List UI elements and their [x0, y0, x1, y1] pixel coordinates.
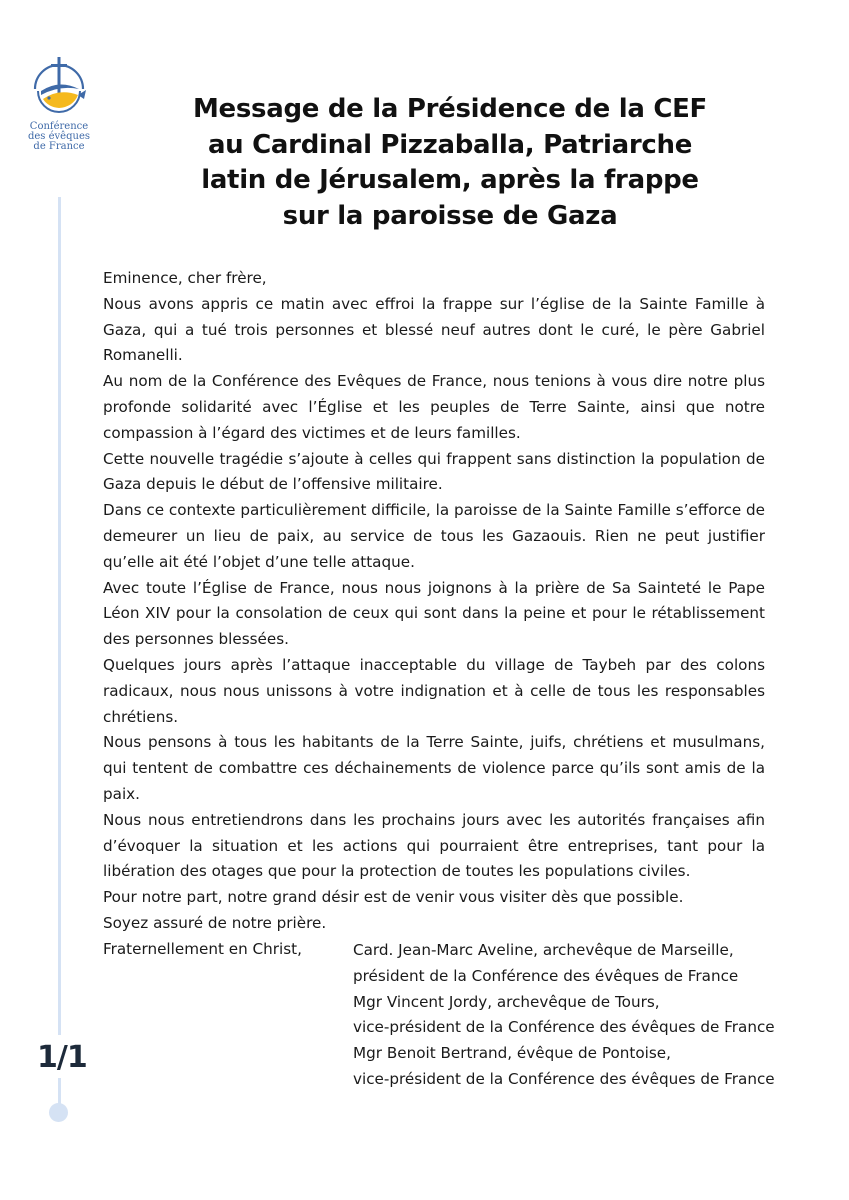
side-rail-line — [58, 197, 61, 1035]
letter-paragraph: Au nom de la Conférence des Evêques de France, nous tenions à vous dire notre plus profonde solidarité avec l’Église et les peuples de Terre Sainte, ainsi que notre compassion à l’égard des victimes et de leurs familles. — [103, 372, 765, 442]
title-line-1: Message de la Présidence de la CEF — [192, 94, 708, 124]
letter-paragraph: Avec toute l’Église de France, nous nous joignons à la prière de Sa Sainteté le Pape Léon XIV pour la consolation de ceux qui sont dans la peine et pour le rétablissement des personnes blessées. — [103, 578, 765, 649]
cef-cross-fish-icon — [29, 55, 89, 121]
letter-paragraph: Pour notre part, notre grand désir est de venir vous visiter dès que possible. — [103, 888, 684, 907]
letter-salutation: Eminence, cher frère, — [103, 269, 267, 287]
logo-wordmark — [22, 122, 96, 152]
letter-paragraph: Nous avons appris ce matin avec effroi la frappe sur l’église de la Sainte Famille à Gaza, qui a tué trois personnes et blessé neuf autres dont le curé, le père Gabriel Romanelli. — [103, 294, 765, 365]
letter-paragraph: Dans ce contexte particulièrement difficile, la paroisse de la Sainte Famille s’efforce de demeurer un lieu de paix, au service de tous les Gazaouis. Rien ne peut justifier qu’elle ait été l’objet d’une telle attaque. — [103, 501, 765, 571]
letter-paragraph: Cette nouvelle tragédie s’ajoute à celles qui frappent sans distinction la population de Gaza depuis le début de l’offensive militaire. — [103, 449, 765, 494]
signature-line: vice-président de la Conférence des évêques de France — [353, 1018, 775, 1037]
letter-body — [103, 266, 765, 963]
logo-line-3: de France — [33, 141, 85, 152]
title-line-2: au Cardinal Pizzaballa, Patriarche — [207, 129, 693, 160]
letter-paragraph: Nous nous entretiendrons dans les prochains jours avec les autorités françaises afin d’évoquer la situation et les actions qui pourraient être entreprises, tant pour la libération des otages que pour la protection de toutes les populations civiles. — [103, 810, 765, 881]
signature-block — [353, 938, 783, 1093]
side-rail-line-bottom — [58, 1078, 61, 1106]
signature-line: président de la Conférence des évêques de France — [353, 966, 739, 985]
title-line-3: latin de Jérusalem, après la frappe — [201, 165, 699, 195]
letter-closing: Fraternellement en Christ, — [103, 939, 302, 958]
cef-logo — [22, 55, 96, 165]
letter-paragraph: Nous pensons à tous les habitants de la Terre Sainte, juifs, chrétiens et musulmans, qui tentent de combattre ces déchainements de violence parce qu’ils sont amis de la paix. — [103, 733, 765, 803]
signature-line: Mgr Vincent Jordy, archevêque de Tours, — [353, 992, 660, 1011]
page-title — [150, 92, 750, 234]
signature-line: vice-président de la Conférence des évêques de France — [353, 1069, 775, 1088]
title-line-4: sur la paroisse de Gaza — [282, 200, 618, 231]
letter-paragraph: Soyez assuré de notre prière. — [103, 913, 327, 932]
side-rail-dot — [49, 1103, 68, 1122]
signature-line: Card. Jean-Marc Aveline, archevêque de Marseille, — [353, 941, 734, 959]
signature-line: Mgr Benoit Bertrand, évêque de Pontoise, — [353, 1044, 671, 1063]
letter-paragraph: Quelques jours après l’attaque inacceptable du village de Taybeh par des colons radicaux, nous nous unissons à votre indignation et à celle de tous les responsables chrétiens. — [103, 655, 765, 726]
page-number: 1/1 — [37, 1040, 87, 1075]
logo-line-1: Conférence — [29, 121, 89, 132]
logo-line-2: des évêques — [27, 131, 90, 142]
